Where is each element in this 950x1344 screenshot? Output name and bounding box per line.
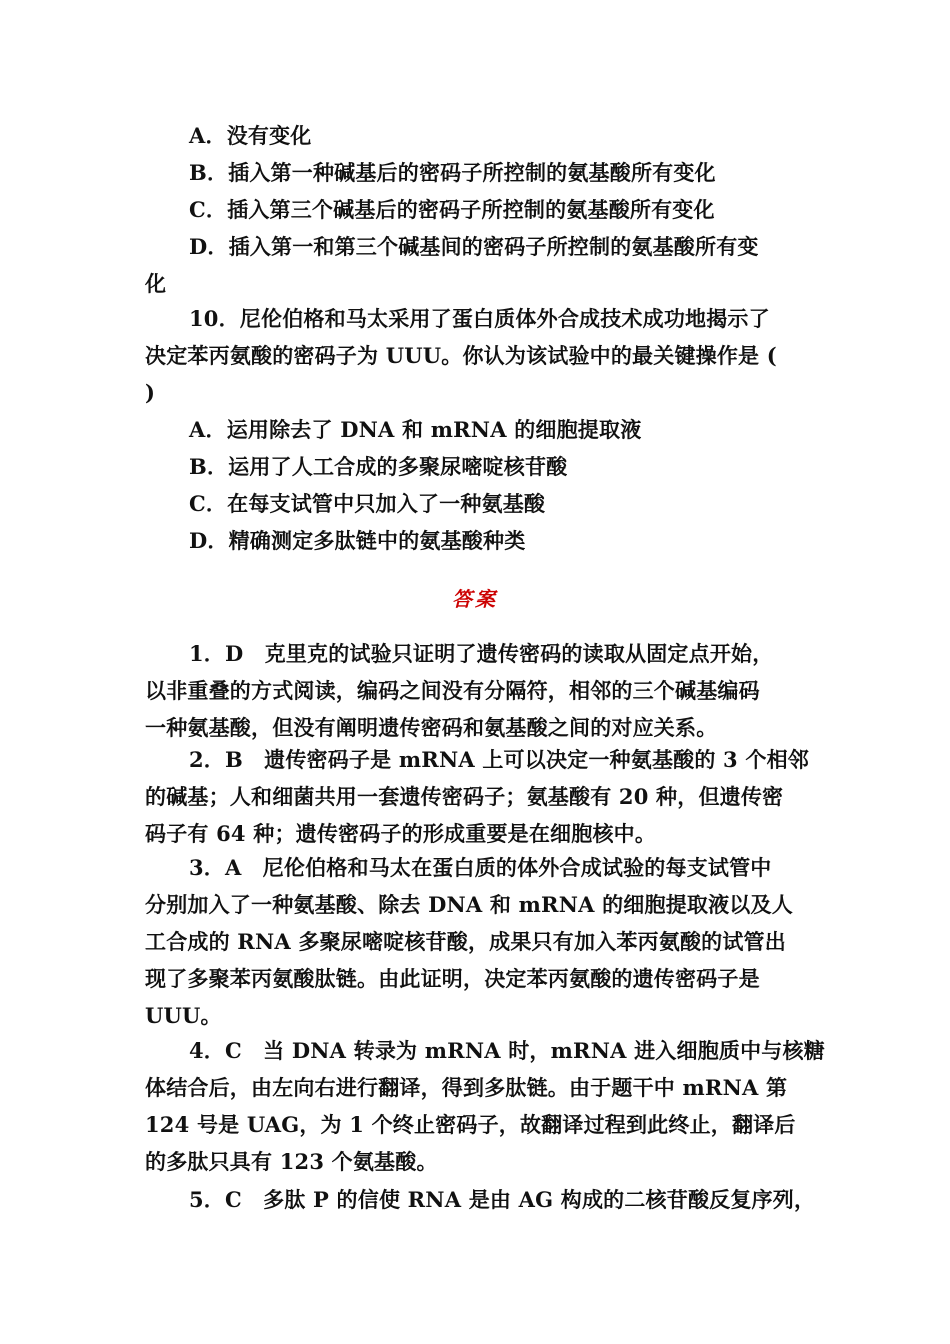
answer-line: 现了多聚苯丙氨酸肽链。由此证明，决定苯丙氨酸的遗传密码子是 <box>145 966 760 991</box>
answer-line: 码子有 64 种；遗传密码子的形成重要是在细胞核中。 <box>145 821 657 846</box>
question9-option-d: D．插入第一和第三个碱基间的密码子所控制的氨基酸所有变 <box>189 234 759 259</box>
answer-5 <box>145 1181 816 1218</box>
answer-line: 2．B 遗传密码子是 mRNA 上可以决定一种氨基酸的 3 个相邻 <box>189 747 809 772</box>
question10-option-d: D．精确测定多肽链中的氨基酸种类 <box>189 528 526 553</box>
question9-option-a: A．没有变化 <box>189 123 312 148</box>
answer-line: 一种氨基酸，但没有阐明遗传密码和氨基酸之间的对应关系。 <box>145 715 718 740</box>
answer-line: 1．D 克里克的试验只证明了遗传密码的读取从固定点开始， <box>189 641 774 666</box>
answer-line: 分别加入了一种氨基酸、除去 DNA 和 mRNA 的细胞提取液以及人 <box>145 892 793 917</box>
answer-4 <box>145 1032 825 1180</box>
answer-line: 4．C 当 DNA 转录为 mRNA 时，mRNA 进入细胞质中与核糖 <box>189 1038 825 1063</box>
answer-line: 的碱基；人和细菌共用一套遗传密码子；氨基酸有 20 种，但遗传密 <box>145 784 784 809</box>
question10-stem <box>145 300 810 411</box>
question10-option-b: B．运用了人工合成的多聚尿嘧啶核苷酸 <box>189 454 568 479</box>
answer-line: 以非重叠的方式阅读，编码之间没有分隔符，相邻的三个碱基编码 <box>145 678 760 703</box>
question9-option-b: B．插入第一种碱基后的密码子所控制的氨基酸所有变化 <box>189 160 716 185</box>
answer-line: 3．A 尼伦伯格和马太在蛋白质的体外合成试验的每支试管中 <box>189 855 772 880</box>
answer-line: 体结合后，由左向右进行翻译，得到多肽链。由于题干中 mRNA 第 <box>145 1075 788 1100</box>
question9-options <box>145 117 810 302</box>
answer-line: 124 号是 UAG，为 1 个终止密码子，故翻译过程到此终止，翻译后 <box>145 1112 796 1137</box>
answer-line: 5．C 多肽 P 的信使 RNA 是由 AG 构成的二核苷酸反复序列， <box>189 1187 816 1212</box>
question10-line: 10．尼伦伯格和马太采用了蛋白质体外合成技术成功地揭示了 <box>189 306 770 331</box>
question10-line: 决定苯丙氨酸的密码子为 UUU。你认为该试验中的最关键操作是 ( <box>145 343 777 368</box>
answer-2 <box>145 741 810 852</box>
question9-option-d-continued: 化 <box>145 271 167 296</box>
answer-heading: 答案 <box>452 587 498 611</box>
answer-3 <box>145 849 810 1034</box>
answer-line: 的多肽只具有 123 个氨基酸。 <box>145 1149 438 1174</box>
question9-option-c: C．插入第三个碱基后的密码子所控制的氨基酸所有变化 <box>189 197 715 222</box>
answer-line: 工合成的 RNA 多聚尿嘧啶核苷酸，成果只有加入苯丙氨酸的试管出 <box>145 929 786 954</box>
question10-options <box>145 411 810 559</box>
answer-line: UUU。 <box>145 1003 222 1028</box>
question10-option-c: C．在每支试管中只加入了一种氨基酸 <box>189 491 546 516</box>
question10-line: ) <box>145 380 156 405</box>
question10-option-a: A．运用除去了 DNA 和 mRNA 的细胞提取液 <box>189 417 642 442</box>
answer-1 <box>145 635 810 746</box>
